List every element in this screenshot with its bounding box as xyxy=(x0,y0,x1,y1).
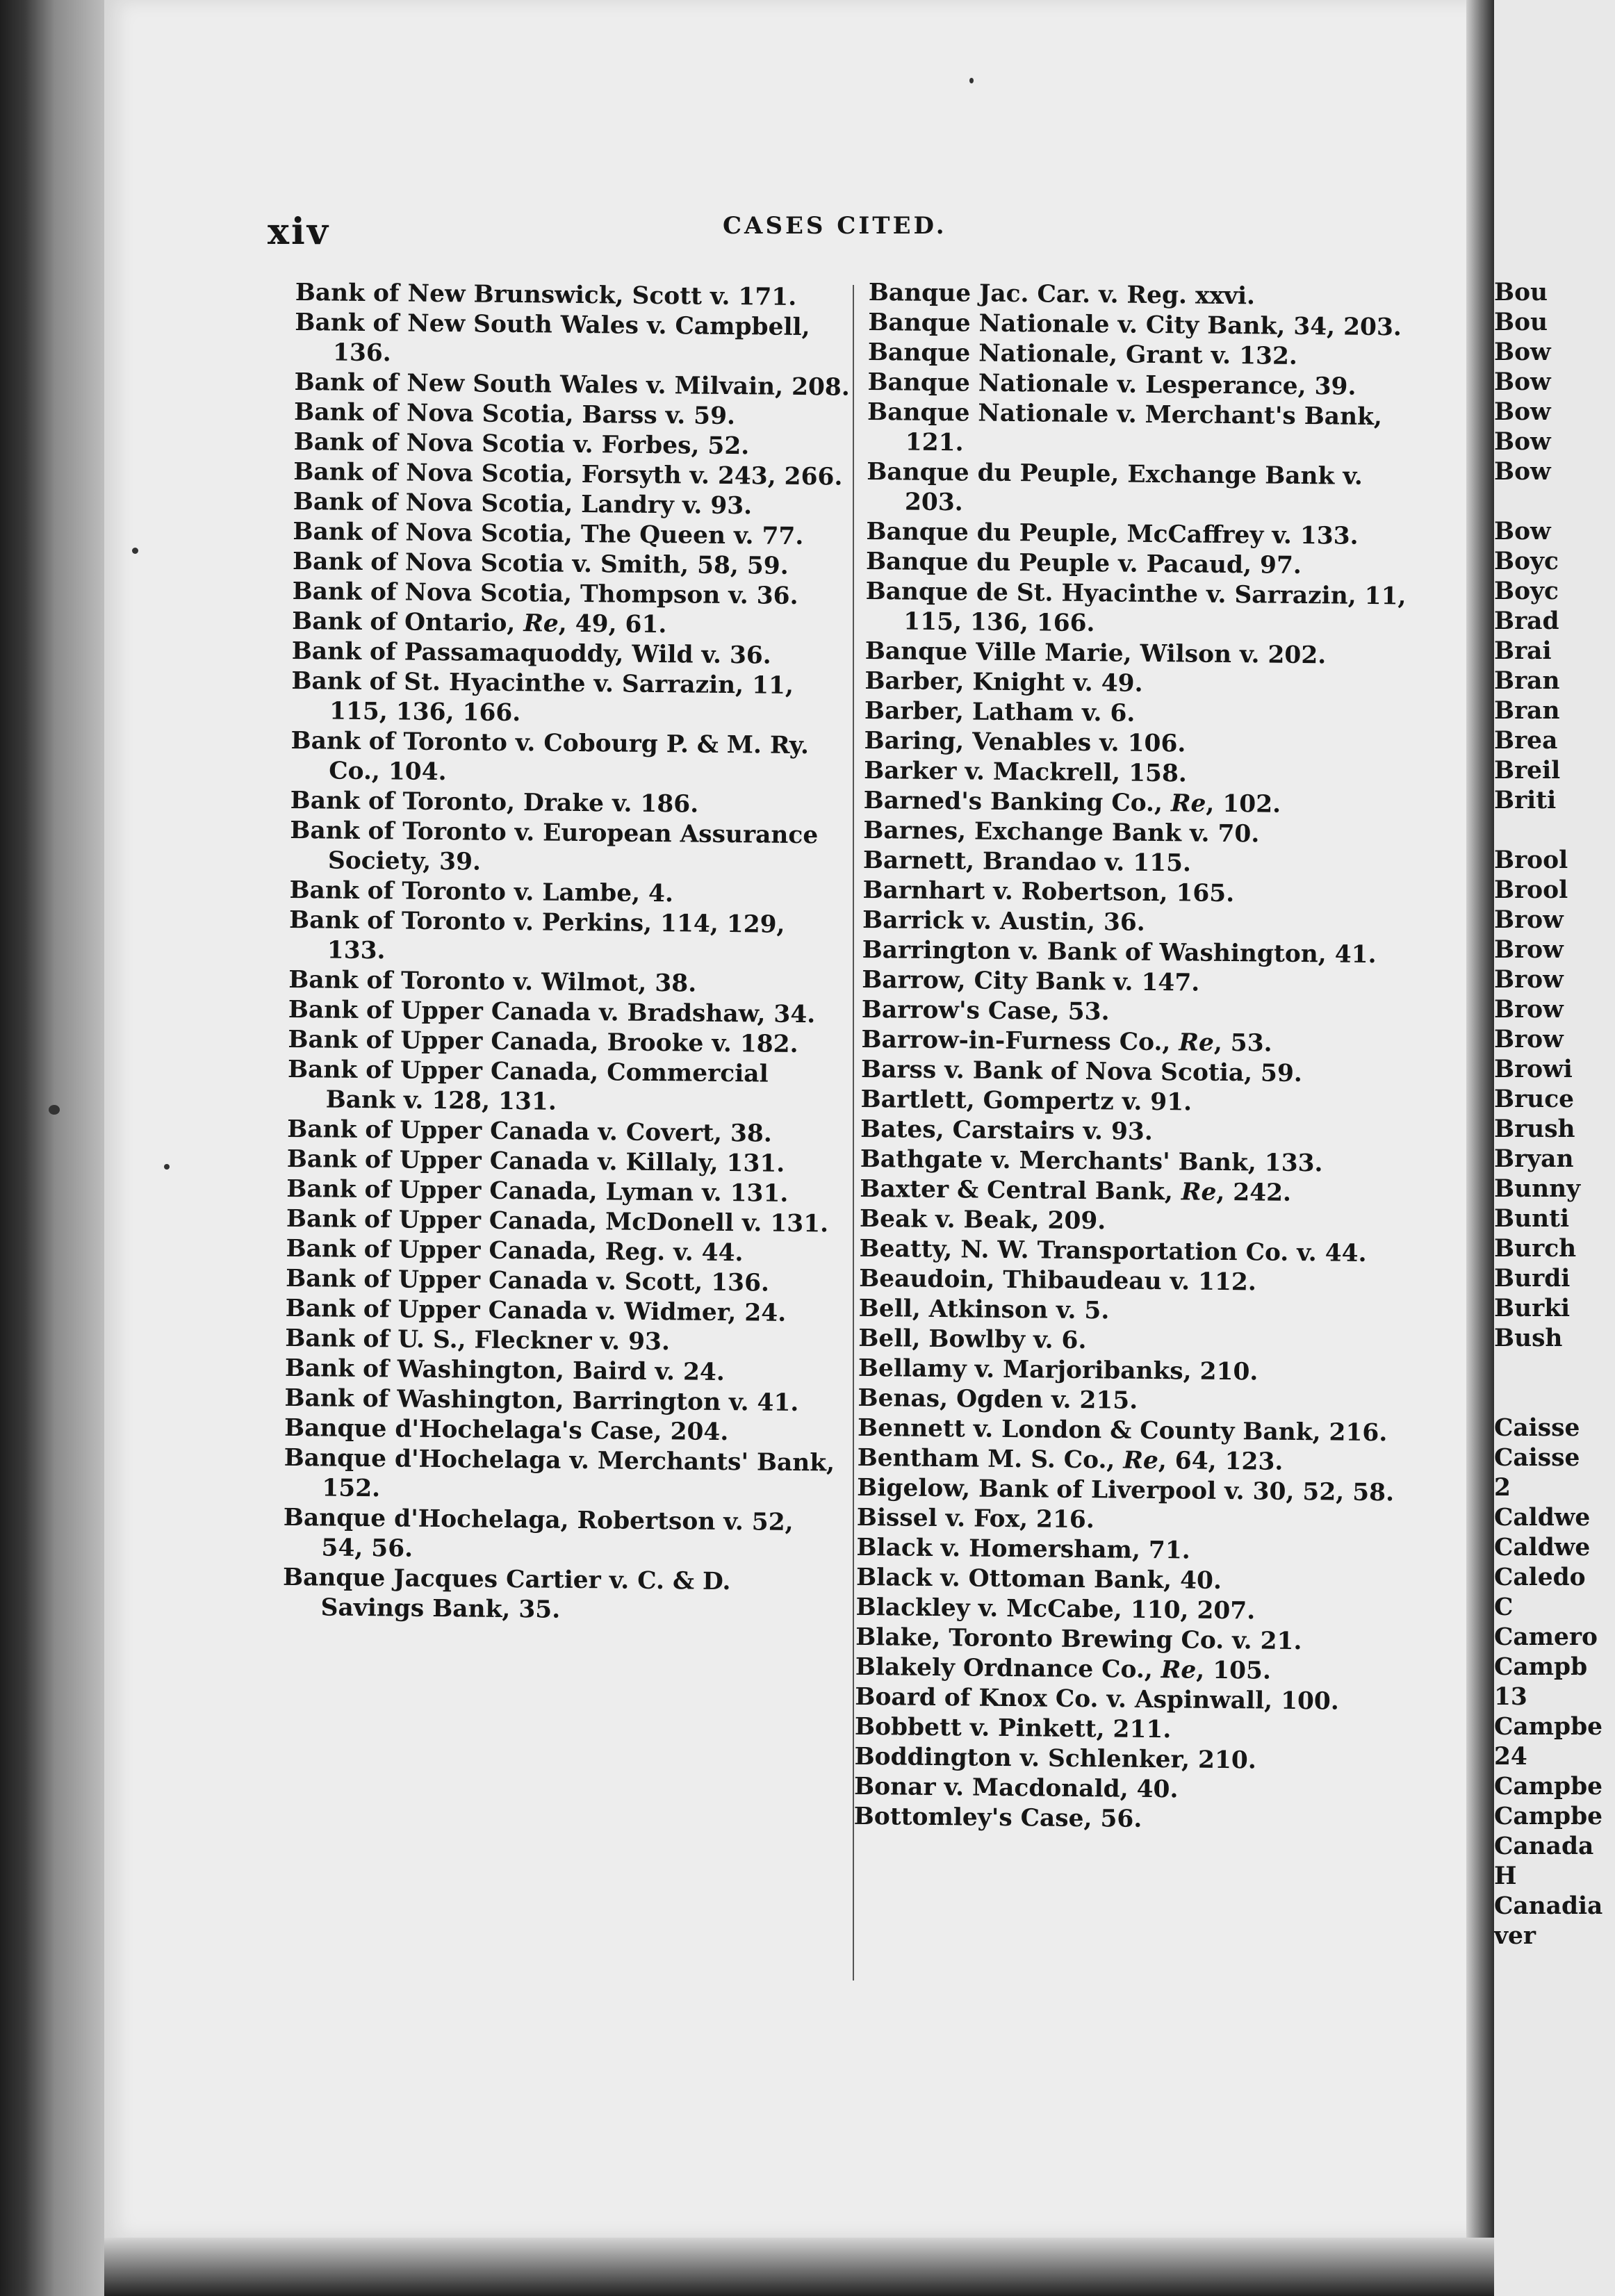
case-entry: Barrow-in-Furness Co., Re, 53. xyxy=(861,1025,1272,1058)
case-fragment: Campb xyxy=(1494,1653,1588,1681)
case-fragment: Brow xyxy=(1494,966,1564,994)
case-fragment: 2 xyxy=(1494,1474,1511,1502)
case-entry: Black v. Ottoman Bank, 40. xyxy=(855,1563,1222,1595)
case-entry: Beak v. Beak, 209. xyxy=(859,1204,1106,1236)
case-entry: Bellamy v. Marjoribanks, 210. xyxy=(858,1354,1259,1386)
case-entry: Bank of Upper Canada v. Killaly, 131. xyxy=(286,1145,785,1178)
case-fragment: Burch xyxy=(1494,1235,1577,1263)
case-fragment: Brad xyxy=(1494,607,1559,635)
case-fragment: Boyc xyxy=(1494,577,1559,605)
case-entry: Bobbett v. Pinkett, 211. xyxy=(854,1712,1172,1744)
case-fragment: Campbe xyxy=(1494,1773,1603,1801)
case-fragment: Caldwe xyxy=(1494,1504,1591,1532)
case-entry: Bell, Bowlby v. 6. xyxy=(858,1324,1087,1355)
case-entry: Bank of Washington, Baird v. 24. xyxy=(284,1354,725,1387)
running-head: CASES CITED. xyxy=(723,212,947,240)
case-entry: Bank of Nova Scotia, Thompson v. 36. xyxy=(292,577,798,610)
case-entry: Bank of Nova Scotia, The Queen v. 77. xyxy=(293,517,804,551)
case-entry: Banque du Peuple, McCaffrey v. 133. xyxy=(866,517,1359,550)
page-number: xiv xyxy=(268,211,330,253)
case-entry: Banque Nationale v. Merchant's Bank, 121. xyxy=(867,397,1383,457)
case-entry: Bell, Atkinson v. 5. xyxy=(858,1294,1110,1325)
ink-speck xyxy=(969,78,974,83)
case-fragment: Brai xyxy=(1494,637,1552,665)
ink-speck xyxy=(164,1164,170,1170)
case-entry: Bank of Toronto v. Perkins, 114, 129, 133. xyxy=(288,905,785,965)
case-entry: Bank of Upper Canada, Reg. v. 44. xyxy=(286,1234,744,1268)
case-entry: Bank of Upper Canada v. Scott, 136. xyxy=(285,1264,770,1297)
case-entry: Bartlett, Gompertz v. 91. xyxy=(860,1085,1192,1117)
case-fragment: Brool xyxy=(1494,876,1568,904)
case-entry: Bank of Toronto v. European Assurance Society, 39. xyxy=(290,816,819,876)
case-entry: Bank of Nova Scotia, Barss v. 59. xyxy=(293,397,736,431)
case-entry: Bissel v. Fox, 216. xyxy=(856,1503,1095,1534)
case-fragment: Caledo xyxy=(1494,1564,1586,1591)
case-entry: Banque Jacques Cartier v. C. & D. Savings Bank, 35. xyxy=(282,1563,731,1624)
case-fragment: Bow xyxy=(1494,368,1551,396)
case-entry: Banque du Peuple v. Pacaud, 97. xyxy=(865,547,1302,580)
column-divider xyxy=(853,285,854,1981)
case-fragment: Bran xyxy=(1494,697,1560,725)
scan-left-border xyxy=(0,0,122,2296)
ink-speck xyxy=(132,548,138,554)
case-fragment xyxy=(1494,1354,1615,1384)
case-entry: Bank of Nova Scotia v. Smith, 58, 59. xyxy=(292,547,789,580)
case-entry: Black v. Homersham, 71. xyxy=(856,1533,1190,1565)
case-fragment: Brow xyxy=(1494,1026,1564,1053)
case-entry: Bank of New Brunswick, Scott v. 171. xyxy=(295,278,797,311)
book-gutter xyxy=(1466,0,1498,2296)
case-fragment: Bush xyxy=(1494,1325,1563,1352)
case-entry: Banque d'Hochelaga's Case, 204. xyxy=(284,1413,729,1447)
case-entry: Bonar v. Macdonald, 40. xyxy=(853,1772,1179,1804)
case-fragment: Bryan xyxy=(1494,1145,1574,1173)
case-fragment: Brool xyxy=(1494,846,1568,874)
case-fragment: Bruce xyxy=(1494,1085,1575,1113)
case-fragment: Boyc xyxy=(1494,548,1559,575)
case-entry: Bank of Passamaquoddy, Wild v. 36. xyxy=(291,637,771,670)
case-entry: Bank of U. S., Fleckner v. 93. xyxy=(285,1324,671,1356)
case-entry: Banque Nationale v. City Bank, 34, 203. xyxy=(868,308,1402,342)
case-entry: Bates, Carstairs v. 93. xyxy=(860,1115,1153,1146)
case-entry: Bank of Nova Scotia, Forsyth v. 243, 266. xyxy=(293,457,843,491)
case-entry: Beatty, N. W. Transportation Co. v. 44. xyxy=(859,1234,1367,1268)
ink-speck xyxy=(49,1105,60,1115)
case-fragment: Burdi xyxy=(1494,1265,1571,1293)
case-fragment: 13 xyxy=(1494,1683,1527,1711)
left-column xyxy=(282,278,851,1628)
case-fragment: ver xyxy=(1494,1922,1536,1950)
case-fragment: Bow xyxy=(1494,428,1551,456)
case-fragment: Briti xyxy=(1494,787,1557,814)
case-entry: Bathgate v. Merchants' Bank, 133. xyxy=(860,1145,1323,1178)
case-fragment: Bow xyxy=(1494,518,1551,546)
case-entry: Bank of Upper Canada v. Widmer, 24. xyxy=(285,1294,787,1327)
facing-page xyxy=(1494,0,1615,2296)
case-entry: Bank of Nova Scotia v. Forbes, 52. xyxy=(293,427,750,461)
case-fragment: Bran xyxy=(1494,667,1560,695)
case-fragment xyxy=(1494,487,1615,517)
case-entry: Bank of Upper Canada, Brooke v. 182. xyxy=(288,1025,798,1058)
case-entry: Banque Nationale, Grant v. 132. xyxy=(867,338,1298,370)
case-fragment: Bunny xyxy=(1494,1175,1581,1203)
case-fragment: H xyxy=(1494,1862,1517,1890)
case-entry: Banque d'Hochelaga, Robertson v. 52, 54, 56. xyxy=(283,1503,794,1563)
case-entry: Blackley v. McCabe, 110, 207. xyxy=(855,1593,1256,1625)
case-entry: Banque de St. Hyacinthe v. Sarrazin, 11, 115, 136, 166. xyxy=(865,577,1407,638)
case-fragment: Burki xyxy=(1494,1295,1571,1322)
case-entry: Bank of Toronto v. Lambe, 4. xyxy=(289,876,674,908)
case-entry: Barber, Knight v. 49. xyxy=(864,666,1143,698)
case-fragment: Brow xyxy=(1494,906,1564,934)
case-entry: Barss v. Bank of Nova Scotia, 59. xyxy=(860,1055,1303,1088)
case-entry: Bank of Toronto, Drake v. 186. xyxy=(290,786,699,819)
case-entry: Beaudoin, Thibaudeau v. 112. xyxy=(858,1264,1256,1297)
case-entry: Barber, Latham v. 6. xyxy=(864,696,1136,728)
case-fragment xyxy=(1494,1384,1615,1413)
case-fragment: Bou xyxy=(1494,309,1548,336)
case-entry: Boddington v. Schlenker, 210. xyxy=(854,1742,1256,1775)
case-entry: Barrick v. Austin, 36. xyxy=(862,905,1145,937)
scan-bottom-border xyxy=(104,2238,1494,2296)
case-fragment: Canadia xyxy=(1494,1892,1603,1920)
case-entry: Barrington v. Bank of Washington, 41. xyxy=(862,935,1377,969)
case-entry: Blake, Toronto Brewing Co. v. 21. xyxy=(855,1623,1302,1656)
case-entry: Bennett v. London & County Bank, 216. xyxy=(857,1413,1388,1448)
case-fragment: Brow xyxy=(1494,936,1564,964)
case-entry: Banque du Peuple, Exchange Bank v. 203. xyxy=(867,457,1363,517)
case-entry: Bank of Upper Canada, Commercial Bank v. 128, 131. xyxy=(287,1055,769,1116)
middle-column xyxy=(854,278,1425,1837)
case-entry: Barnett, Brandao v. 115. xyxy=(862,846,1192,878)
case-fragment: Campbe xyxy=(1494,1713,1603,1741)
case-fragment: Bow xyxy=(1494,398,1551,426)
case-fragment: Caisse xyxy=(1494,1414,1580,1442)
case-fragment: Canada xyxy=(1494,1832,1594,1860)
case-entry: Bank of Washington, Barrington v. 41. xyxy=(284,1384,799,1418)
right-column-fragments xyxy=(1494,278,1615,1951)
case-fragment: Caisse xyxy=(1494,1444,1580,1472)
case-entry: Bottomley's Case, 56. xyxy=(853,1802,1142,1833)
case-fragment: Bow xyxy=(1494,338,1551,366)
case-entry: Barned's Banking Co., Re, 102. xyxy=(863,786,1281,819)
case-fragment: Caldwe xyxy=(1494,1534,1591,1561)
case-fragment: Brush xyxy=(1494,1115,1575,1143)
case-entry: Banque Ville Marie, Wilson v. 202. xyxy=(864,637,1327,670)
case-entry: Bank of Upper Canada v. Covert, 38. xyxy=(287,1115,772,1148)
case-entry: Barrow, City Bank v. 147. xyxy=(862,965,1200,997)
case-entry: Bank of St. Hyacinthe v. Sarrazin, 11, 115, 136, 166. xyxy=(291,666,794,728)
case-fragment xyxy=(1494,816,1615,846)
case-entry: Banque Jac. Car. v. Reg. xxvi. xyxy=(868,278,1256,311)
case-entry: Baring, Venables v. 106. xyxy=(864,726,1186,758)
case-entry: Bank of Ontario, Re, 49, 61. xyxy=(292,607,667,639)
case-entry: Bank of New South Wales v. Campbell, 136. xyxy=(295,308,810,368)
case-entry: Barrow's Case, 53. xyxy=(861,995,1110,1026)
case-fragment: Camero xyxy=(1494,1623,1598,1651)
case-fragment: Brow xyxy=(1494,996,1564,1024)
case-entry: Bentham M. S. Co., Re, 64, 123. xyxy=(857,1443,1284,1476)
case-entry: Bank of Toronto v. Cobourg P. & M. Ry. Co., 104. xyxy=(290,726,810,787)
case-fragment: 24 xyxy=(1494,1743,1527,1771)
case-entry: Bank of Toronto v. Wilmot, 38. xyxy=(288,965,697,998)
case-entry: Board of Knox Co. v. Aspinwall, 100. xyxy=(855,1682,1340,1716)
case-entry: Barnes, Exchange Bank v. 70. xyxy=(863,816,1260,848)
case-entry: Barnhart v. Robertson, 165. xyxy=(862,876,1235,908)
case-fragment: Campbe xyxy=(1494,1803,1603,1830)
case-entry: Baxter & Central Bank, Re, 242. xyxy=(860,1174,1292,1207)
case-entry: Bank of Upper Canada, Lyman v. 131. xyxy=(286,1174,789,1208)
case-fragment: C xyxy=(1494,1593,1514,1621)
case-entry: Blakely Ordnance Co., Re, 105. xyxy=(855,1653,1272,1685)
case-entry: Bank of Upper Canada, McDonell v. 131. xyxy=(286,1204,829,1238)
case-entry: Banque Nationale v. Lesperance, 39. xyxy=(867,368,1356,401)
case-entry: Bank of New South Wales v. Milvain, 208. xyxy=(294,368,851,402)
case-entry: Banque d'Hochelaga v. Merchants' Bank, 152. xyxy=(284,1443,835,1503)
case-fragment: Bow xyxy=(1494,458,1551,486)
case-fragment: Brea xyxy=(1494,727,1558,755)
case-entry: Bigelow, Bank of Liverpool v. 30, 52, 58. xyxy=(857,1473,1395,1507)
case-entry: Benas, Ogden v. 215. xyxy=(858,1384,1138,1415)
case-fragment: Browi xyxy=(1494,1056,1573,1083)
case-entry: Barker v. Mackrell, 158. xyxy=(864,756,1188,788)
case-fragment: Bunti xyxy=(1494,1205,1570,1233)
case-fragment: Breil xyxy=(1494,757,1561,785)
case-entry: Bank of Nova Scotia, Landry v. 93. xyxy=(293,487,753,520)
case-entry: Bank of Upper Canada v. Bradshaw, 34. xyxy=(288,995,816,1029)
case-fragment: Bou xyxy=(1494,279,1548,306)
